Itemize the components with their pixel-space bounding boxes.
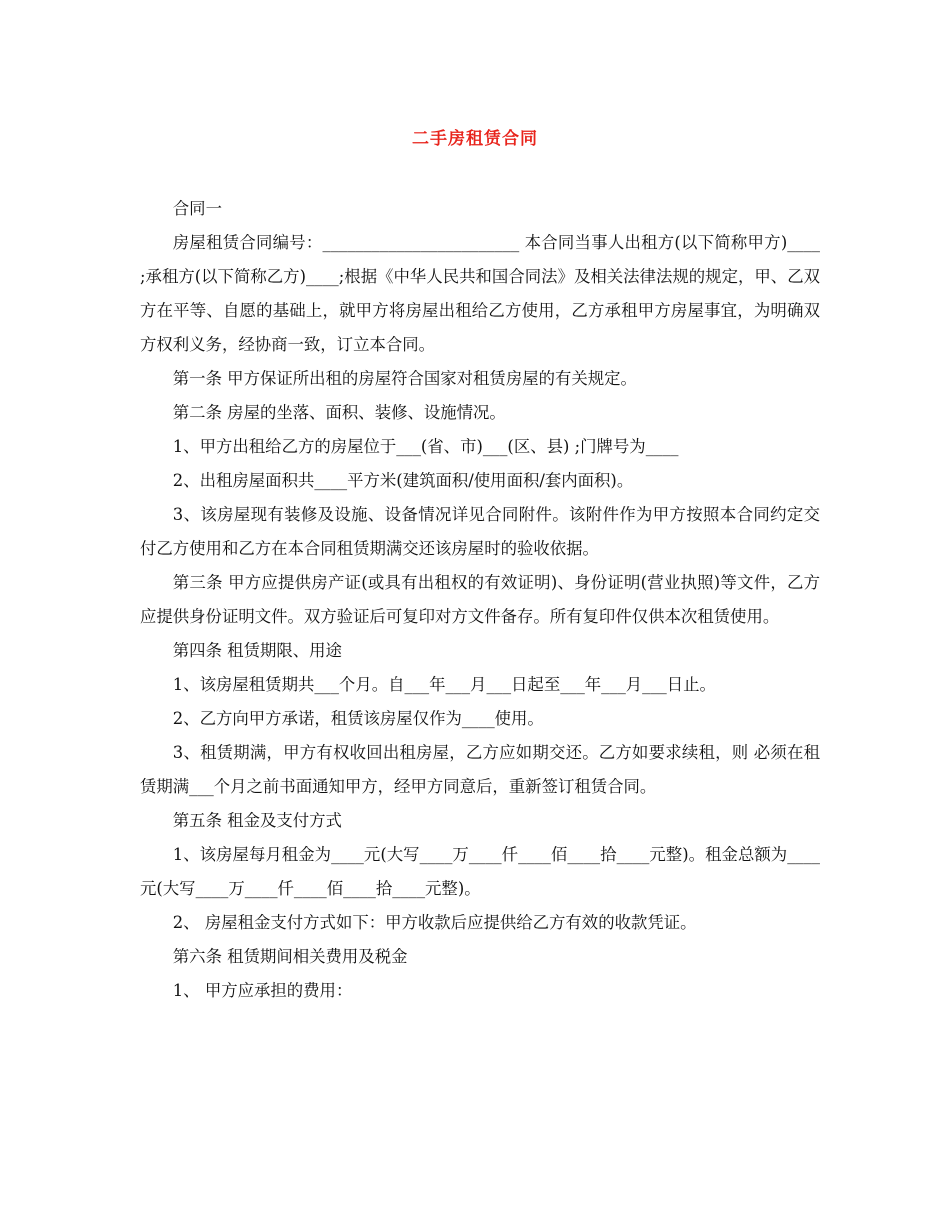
paragraph-article-2: 第二条 房屋的坐落、面积、装修、设施情况。 — [172, 403, 506, 422]
paragraph-article-6-item-1: 1、 甲方应承担的费用： — [172, 981, 353, 1000]
paragraph-contract-one: 合同一 — [172, 199, 222, 218]
paragraph-article-5-item-1: 1、该房屋每月租金为____元(大写____万____仟____佰____拾____元整)。租金总额为____元(大写____万____仟____佰____拾____元整)。 — [140, 845, 820, 898]
paragraph-article-3: 第三条 甲方应提供房产证(或具有出租权的有效证明)、身份证明(营业执照)等文件，乙方应提供身份证明文件。双方验证后可复印对方文件备存。所有复印件仅供本次租赁使用。 — [140, 573, 820, 626]
contract-body — [140, 192, 820, 1008]
paragraph-preamble: 房屋租赁合同编号：________________________ 本合同当事人出租方(以下简称甲方)____ ;承租方(以下简称乙方)____;根据《中华人民共和国合同法》及相关法律法规的规定，甲、乙双方在平等、自愿的基础上，就甲方将房屋出租给乙方使用，乙方承租甲方房屋事宜，为明确双方权利义务，经协商一致，订立本合同。 — [140, 233, 820, 354]
paragraph-article-4: 第四条 租赁期限、用途 — [172, 641, 342, 660]
document-title: 二手房租赁合同 — [412, 129, 538, 149]
paragraph-article-5: 第五条 租金及支付方式 — [172, 811, 342, 830]
paragraph-article-2-item-3: 3、该房屋现有装修及设施、设备情况详见合同附件。该附件作为甲方按照本合同约定交付乙方使用和乙方在本合同租赁期满交还该房屋时的验收依据。 — [140, 505, 820, 558]
paragraph-article-2-item-2: 2、出租房屋面积共____平方米(建筑面积/使用面积/套内面积)。 — [172, 471, 634, 490]
paragraph-article-4-item-2: 2、乙方向甲方承诺，租赁该房屋仅作为____使用。 — [172, 709, 544, 728]
paragraph-article-4-item-3: 3、租赁期满，甲方有权收回出租房屋，乙方应如期交还。乙方如要求续租，则 必须在租赁期满___个月之前书面通知甲方，经甲方同意后，重新签订租赁合同。 — [140, 743, 820, 796]
paragraph-article-2-item-1: 1、甲方出租给乙方的房屋位于___(省、市)___(区、县) ;门牌号为____ — [172, 437, 679, 456]
paragraph-article-6: 第六条 租赁期间相关费用及税金 — [172, 947, 408, 966]
paragraph-article-1: 第一条 甲方保证所出租的房屋符合国家对租赁房屋的有关规定。 — [172, 369, 637, 388]
paragraph-article-4-item-1: 1、该房屋租赁期共___个月。自___年___月___日起至___年___月___日止。 — [172, 675, 716, 694]
paragraph-article-5-item-2: 2、 房屋租金支付方式如下：甲方收款后应提供给乙方有效的收款凭证。 — [172, 913, 697, 932]
